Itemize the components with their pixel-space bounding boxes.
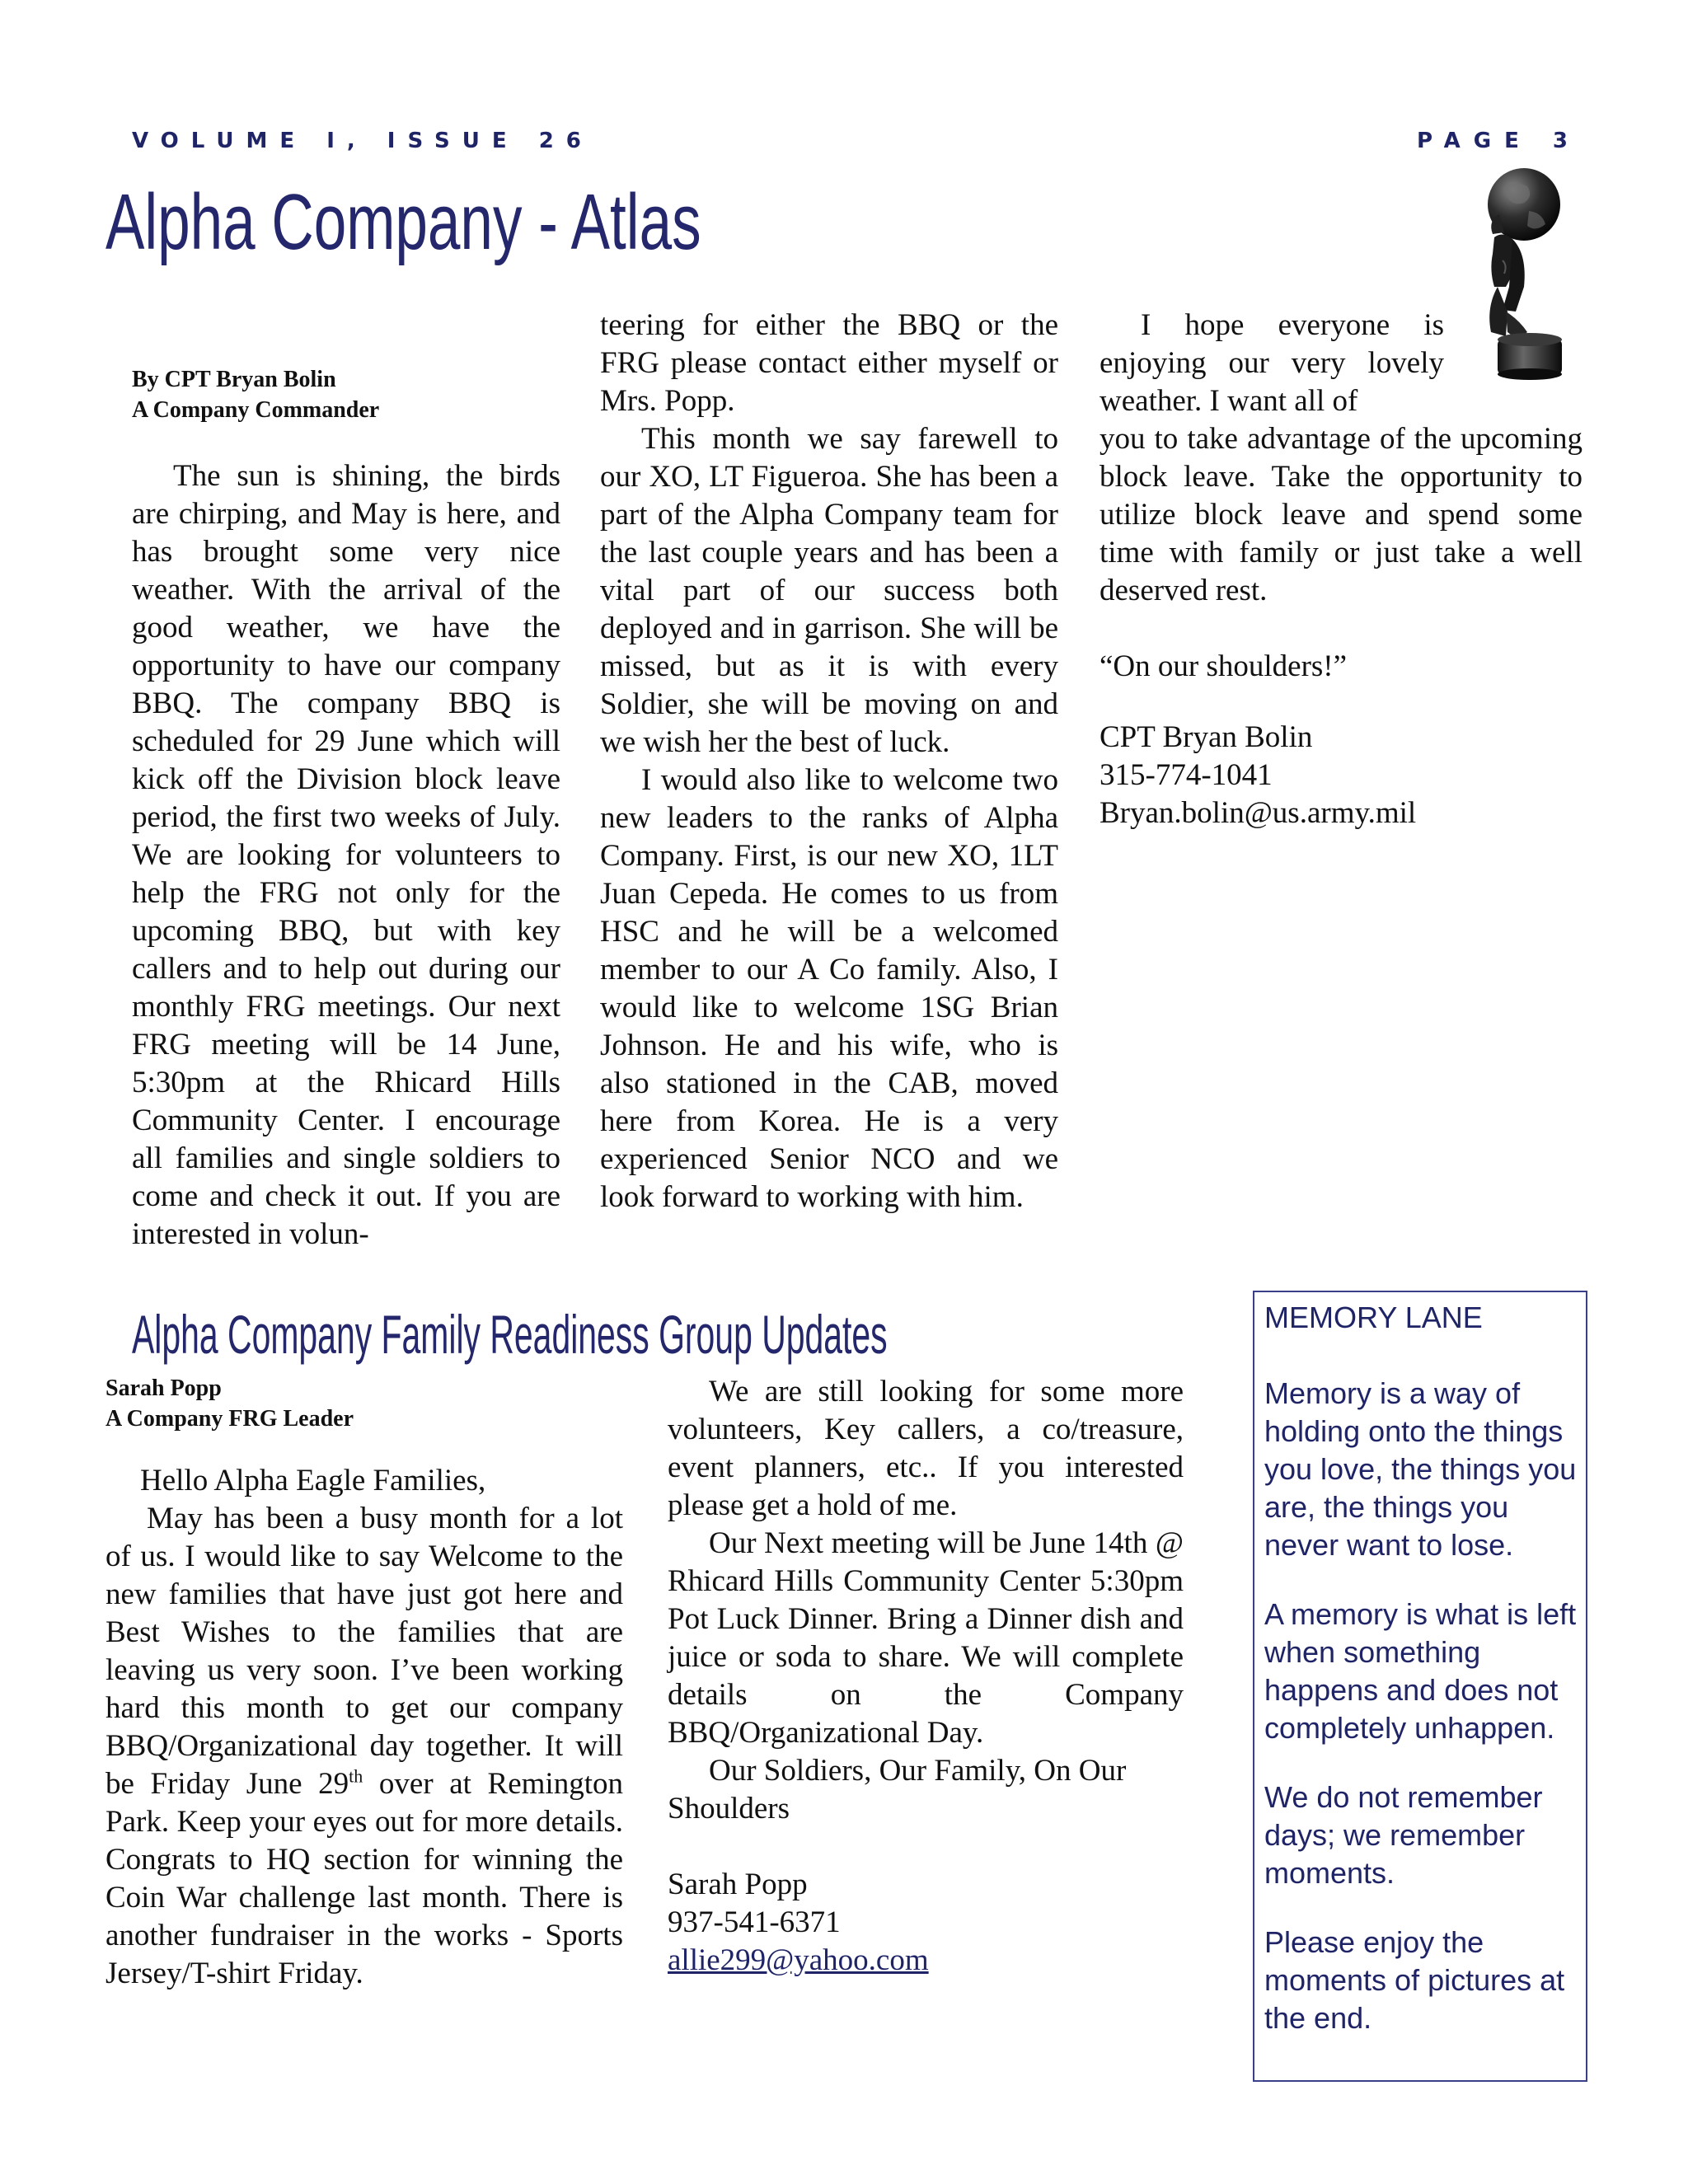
volume-issue-header: VOLUME I, ISSUE 26 xyxy=(132,129,593,153)
paragraph: Our Next meeting will be June 14th @ Rhicard Hills Community Center 5:30pm Pot Luck Dinner. Bring a Dinner dish and juice or soda to share. We will complete details on the Company BBQ/Organizational Day. xyxy=(668,1526,1184,1750)
memory-paragraph: A memory is what is left when something happens and does not completely unhappen. xyxy=(1264,1597,1577,1745)
email-link[interactable]: allie299@yahoo.com xyxy=(668,1943,929,1977)
article1-column-2 xyxy=(600,307,1058,1216)
article2-column-1 xyxy=(106,1462,623,1993)
paragraph: Our Soldiers, Our Family, On Our Shoulders xyxy=(668,1754,1127,1825)
paragraph xyxy=(106,1500,623,1993)
memory-lane-title: MEMORY LANE xyxy=(1264,1301,1483,1334)
memory-paragraph: Memory is a way of holding onto the things you love, the things you are, the things you never want to lose. xyxy=(1264,1376,1577,1562)
signature-name: Sarah Popp xyxy=(668,1868,808,1901)
signature-name: CPT Bryan Bolin xyxy=(1100,720,1313,754)
page-number: PAGE 3 xyxy=(1416,129,1581,153)
author-name: By CPT Bryan Bolin xyxy=(132,367,336,392)
author-role: A Company FRG Leader xyxy=(106,1406,354,1432)
paragraph: This month we say farewell to our XO, LT Figueroa. She has been a part of the Alpha Company team for the last couple years and has been a vital part of our success both deployed and in garrison. She will be missed, but as it is with every Soldier, she will be moving on and we wish her the best of luck. xyxy=(600,422,1058,759)
article2-column-2 xyxy=(668,1373,1184,1980)
memory-paragraph: We do not remember days; we remember moments. xyxy=(1264,1780,1543,1890)
paragraph: you to take advantage of the upcoming block leave. Take the opportunity to utilize block leave and spend some time with family or just take a well deserved rest. xyxy=(1100,422,1582,607)
author-name: Sarah Popp xyxy=(106,1376,222,1401)
signature-phone: 937-541-6371 xyxy=(668,1905,841,1939)
paragraph: teering for either the BBQ or the FRG please contact either myself or Mrs. Popp. xyxy=(600,308,1058,418)
memory-paragraph: Please enjoy the moments of pictures at the end. xyxy=(1264,1925,1565,2035)
article1-column-3-intro xyxy=(1100,307,1444,420)
greeting: Hello Alpha Eagle Families, xyxy=(140,1464,486,1497)
signature-phone: 315-774-1041 xyxy=(1100,758,1273,792)
signature-email: Bryan.bolin@us.army.mil xyxy=(1100,796,1417,830)
memory-lane-box xyxy=(1253,1291,1587,2082)
paragraph-text: May has been a busy month for a lot of us. I would like to say Welcome to the new families that have just got here and Best Wishes to the families that are leaving us very soon. I’ve been working hard this month to get our company BBQ/Organizational day together. It will be Friday June 29 xyxy=(106,1502,623,1801)
article-title-alpha-atlas: Alpha Company - Atlas xyxy=(106,178,701,266)
paragraph: I would also like to welcome two new leaders to the ranks of Alpha Company. First, is our new XO, 1LT Juan Cepeda. He comes to us from HSC and he will be a welcomed member to our A Co family. Also, I would like to welcome 1SG Brian Johnson. He and his wife, who is also stationed in the CAB, moved here from Korea. He is a very experienced Senior NCO and we look forward to working with him. xyxy=(600,763,1058,1214)
article1-byline xyxy=(132,364,379,425)
article2-byline xyxy=(106,1373,354,1434)
paragraph: I hope everyone is enjoying our very lovely weather. I want all of xyxy=(1100,308,1444,418)
article-title-frg-updates: Alpha Company Family Readiness Group Updates xyxy=(132,1304,888,1365)
closing-quote: “On our shoulders!” xyxy=(1100,649,1348,683)
atlas-statue-icon xyxy=(1470,163,1568,394)
superscript: th xyxy=(349,1765,363,1787)
article1-column-3 xyxy=(1100,420,1582,832)
paragraph-text-end: over at Remington Park. Keep your eyes out for more details. Congrats to HQ section for winning the Coin War challenge last month. There is another fundraiser in the works - Sports Jersey/T-shirt Friday. xyxy=(106,1767,623,1990)
paragraph: The sun is shining, the birds are chirping, and May is here, and has brought some very nice weather. With the arrival of the good weather, we have the opportunity to have our company BBQ. The company BBQ is scheduled for 29 June which will kick off the Division block leave period, the first two weeks of July. We are looking for volunteers to help the FRG not only for the upcoming BBQ, but with key callers and to help out during our monthly FRG meetings. Our next FRG meeting will be 14 June, 5:30pm at the Rhicard Hills Community Center. I encourage all families and single soldiers to come and check it out. If you are interested in volun- xyxy=(132,459,560,1251)
article1-column-1 xyxy=(132,457,560,1254)
author-role: A Company Commander xyxy=(132,397,380,423)
paragraph: We are still looking for some more volunteers, Key callers, a co/treasure, event planners, etc.. If you interested please get a hold of me. xyxy=(668,1375,1184,1522)
